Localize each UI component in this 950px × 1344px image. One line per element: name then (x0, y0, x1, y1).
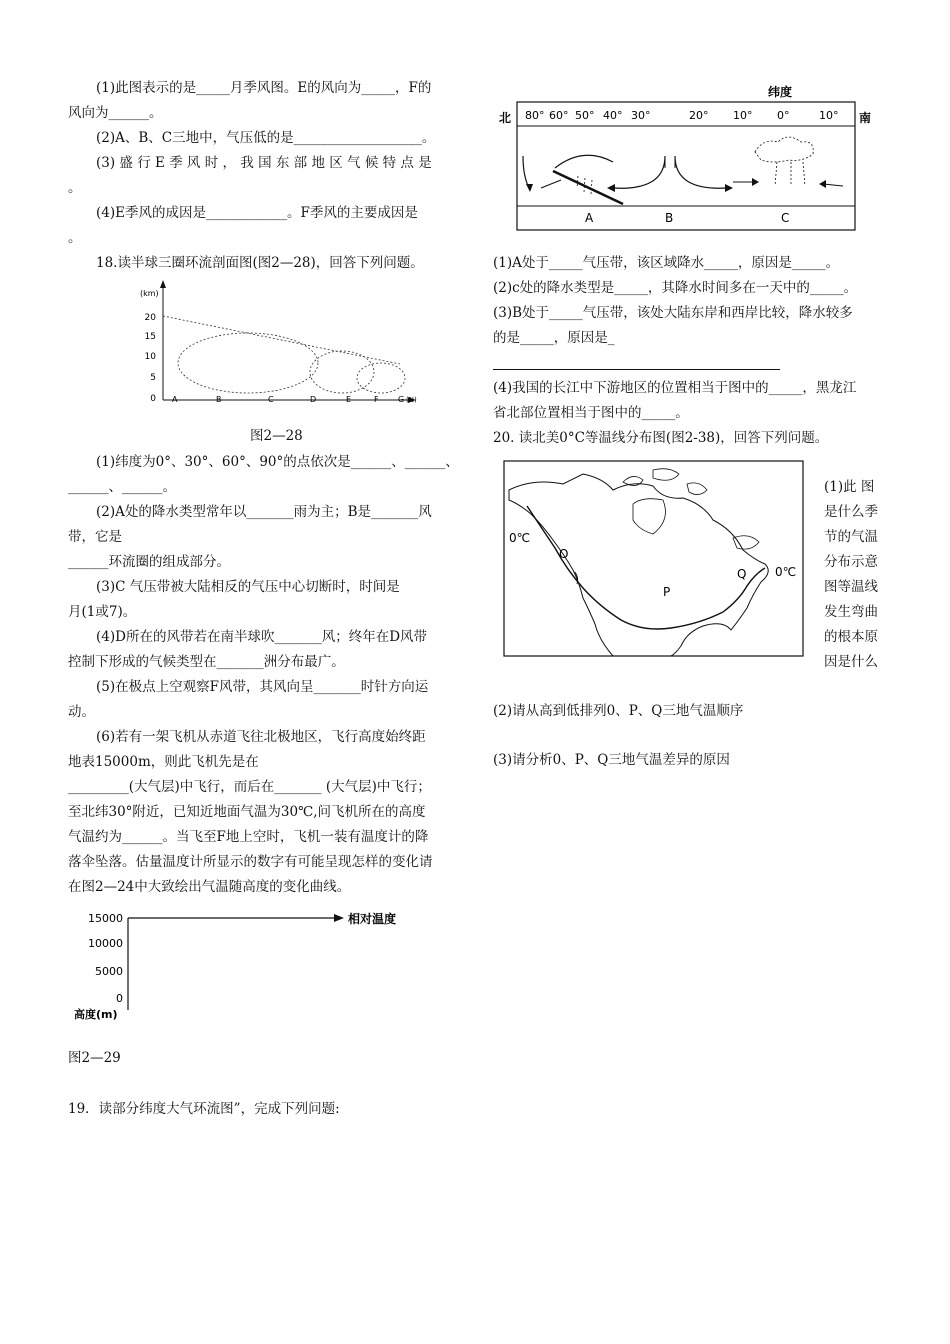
q18-part1-line2: ______、______。 (68, 479, 176, 495)
fig229-ytick-5000: 5000 (95, 965, 123, 978)
q18-title: 18.读半球三圈环流剖面图(图2—28)，回答下列问题。 (96, 255, 424, 271)
fig228-unit: (km) (140, 289, 159, 298)
figure-2-38-north-america-map (503, 460, 805, 658)
figure-2-28-circulation-profile (128, 278, 448, 418)
q19-part1: (1)A处于_____气压带，该区域降水_____，原因是_____。 (493, 255, 840, 271)
fig228-low-cell (178, 333, 318, 393)
fig228-x-unit: (N) (406, 396, 417, 404)
q19-part3-line2: 的是_____，原因是_ (493, 330, 615, 346)
fig19-lat-10s: 10° (819, 109, 839, 122)
q20-part3: (3)请分析0、P、Q三地气温差异的原因 (493, 752, 730, 768)
q17-part1-line1: (1)此图表示的是_____月季风图。E的风向为_____，F的 (96, 80, 432, 96)
fig19-lat-20: 20° (689, 109, 709, 122)
q20-part1-line3: 节的气温 (824, 529, 878, 545)
q17-part4-line1: (4)E季风的成因是____________。F季风的主要成因是 (96, 205, 418, 221)
fig19-point-A: A (585, 211, 594, 225)
fig228-label-E: E (346, 395, 352, 404)
fig228-caption: 图2—28 (250, 428, 303, 444)
fig238-label-0c-right: 0℃ (775, 565, 797, 579)
q20-part1-line5: 图等温线 (824, 579, 878, 595)
q18-part6-line7: 在图2—24中大致绘出气温随高度的变化曲线。 (68, 879, 351, 895)
fig229-y-axis-label: 高度(m) (74, 1008, 118, 1021)
q20-part1-line6: 发生弯曲 (824, 604, 878, 620)
q20-title: 20. 读北美0°C等温线分布图(图2-38)，回答下列问题。 (493, 430, 829, 446)
fig228-ytick-5: 5 (150, 373, 156, 383)
q20-part2: (2)请从高到低排列0、P、Q三地气温顺序 (493, 703, 744, 719)
fig229-ytick-10000: 10000 (88, 937, 123, 950)
fig228-high-cell (357, 363, 405, 393)
fig229-x-axis-label: 相对温度 (348, 912, 397, 926)
fig228-label-D: D (310, 395, 317, 404)
q17-part4-line2: 。 (68, 230, 82, 246)
figure-latitude-circulation (493, 76, 885, 236)
q18-part2-line3: ______环流圈的组成部分。 (68, 554, 230, 570)
fig19-point-C: C (781, 211, 790, 225)
q18-part6-line3: _________(大气层)中飞行，而后在_______ (大气层)中飞行； (68, 779, 431, 795)
fig228-label-B: B (216, 395, 222, 404)
fig228-label-A: A (172, 395, 178, 404)
fig228-ytick-20: 20 (144, 313, 156, 323)
q18-part6-line6: 落伞坠落。估量温度计所显示的数字有可能呈现怎样的变化请 (68, 854, 433, 870)
q17-part3-line1: (3) 盛 行 E 季 风 时 ， 我 国 东 部 地 区 气 候 特 点 是 (96, 155, 432, 171)
q17-part3-line2: 。 (68, 180, 82, 196)
q20-part1-line1: (1)此 图 (824, 479, 875, 495)
fig19-point-B: B (665, 211, 674, 225)
q18-part3-line1: (3)C 气压带被大陆相反的气压中心切断时，时间是 (96, 579, 400, 595)
fig19-lat-80: 80° (525, 109, 545, 122)
q17-part2: (2)A、B、C三地中，气压低的是___________________。 (96, 130, 436, 146)
q18-part3-line2: 月(1或7)。 (68, 604, 137, 620)
q18-part6-line4: 至北纬30°附近，已知近地面气温为30℃,问飞机所在的高度 (68, 804, 426, 820)
fig238-label-Q: Q (737, 567, 747, 581)
q18-part6-line5: 气温约为______。当飞至F地上空时，飞机一装有温度计的降 (68, 829, 429, 845)
fig238-frame (504, 461, 803, 656)
fig19-north: 北 (499, 111, 512, 125)
fig19-lat-0: 0° (777, 109, 790, 122)
q19-part4-line1: (4)我国的长江中下游地区的位置相当于图中的_____，黑龙江 (493, 380, 857, 396)
q20-part1-line2: 是什么季 (824, 504, 878, 520)
q19-part2: (2)c处的降水类型是_____，其降水时间多在一天中的_____。 (493, 280, 858, 296)
q20-part1-line4: 分布示意 (824, 554, 878, 570)
q18-part4-line2: 控制下形成的气候类型在_______洲分布最广。 (68, 654, 345, 670)
fig228-ytick-10: 10 (144, 352, 156, 362)
fig228-ytick-0: 0 (150, 394, 156, 404)
q18-part2-line2: 带，它是 (68, 529, 122, 545)
fig19-title: 纬度 (768, 85, 793, 99)
answer-underline (493, 369, 780, 370)
q19-part3-line1: (3)B处于_____气压带，该处大陆东岸和西岸比较，降水较多 (493, 305, 853, 321)
fig228-mid-cell (310, 351, 374, 393)
fig19-cloud (755, 137, 813, 162)
q18-part6-line2: 地表15000m，则此飞机先是在 (68, 754, 259, 770)
q17-part1-line2: 风向为______。 (68, 105, 163, 121)
fig228-label-C: C (268, 395, 274, 404)
q20-part1-line8: 因是什么 (824, 654, 878, 670)
figure-2-29-temp-height-axes (68, 904, 413, 1026)
q18-part6-line1: (6)若有一架飞机从赤道飞往北极地区，飞行高度始终距 (96, 729, 426, 745)
fig19-lat-60: 60° (549, 109, 569, 122)
fig228-label-G: G (398, 395, 405, 404)
fig19-lat-50: 50° (575, 109, 595, 122)
fig19-lat-40: 40° (603, 109, 623, 122)
q18-part2-line1: (2)A处的降水类型常年以_______雨为主；B是_______风 (96, 504, 432, 520)
fig19-south: 南 (859, 111, 872, 125)
fig229-ytick-0: 0 (116, 992, 123, 1005)
q18-part5-line1: (5)在极点上空观察F风带，其风向呈_______时针方向运 (96, 679, 429, 695)
fig19-lat-10n: 10° (733, 109, 753, 122)
fig238-label-0c-left: 0℃ (509, 531, 531, 545)
fig228-label-F: F (374, 395, 379, 404)
fig238-label-O: O (559, 547, 569, 561)
fig229-ytick-15000: 15000 (88, 912, 123, 925)
fig19-lat-30: 30° (631, 109, 651, 122)
q20-part1-line7: 的根本原 (824, 629, 878, 645)
q18-part1-line1: (1)纬度为0°、30°、60°、90°的点依次是______、______、 (96, 454, 459, 470)
q19-part4-line2: 省北部位置相当于图中的_____。 (493, 405, 689, 421)
q18-part5-line2: 动。 (68, 704, 95, 720)
q18-part4-line1: (4)D所在的风带若在南半球吹_______风；终年在D风带 (96, 629, 428, 645)
fig229-caption: 图2—29 (68, 1050, 121, 1066)
fig238-label-P: P (663, 585, 671, 599)
q19-title: 19．读部分纬度大气环流图”，完成下列问题: (68, 1101, 340, 1117)
fig228-ytick-15: 15 (144, 332, 156, 342)
